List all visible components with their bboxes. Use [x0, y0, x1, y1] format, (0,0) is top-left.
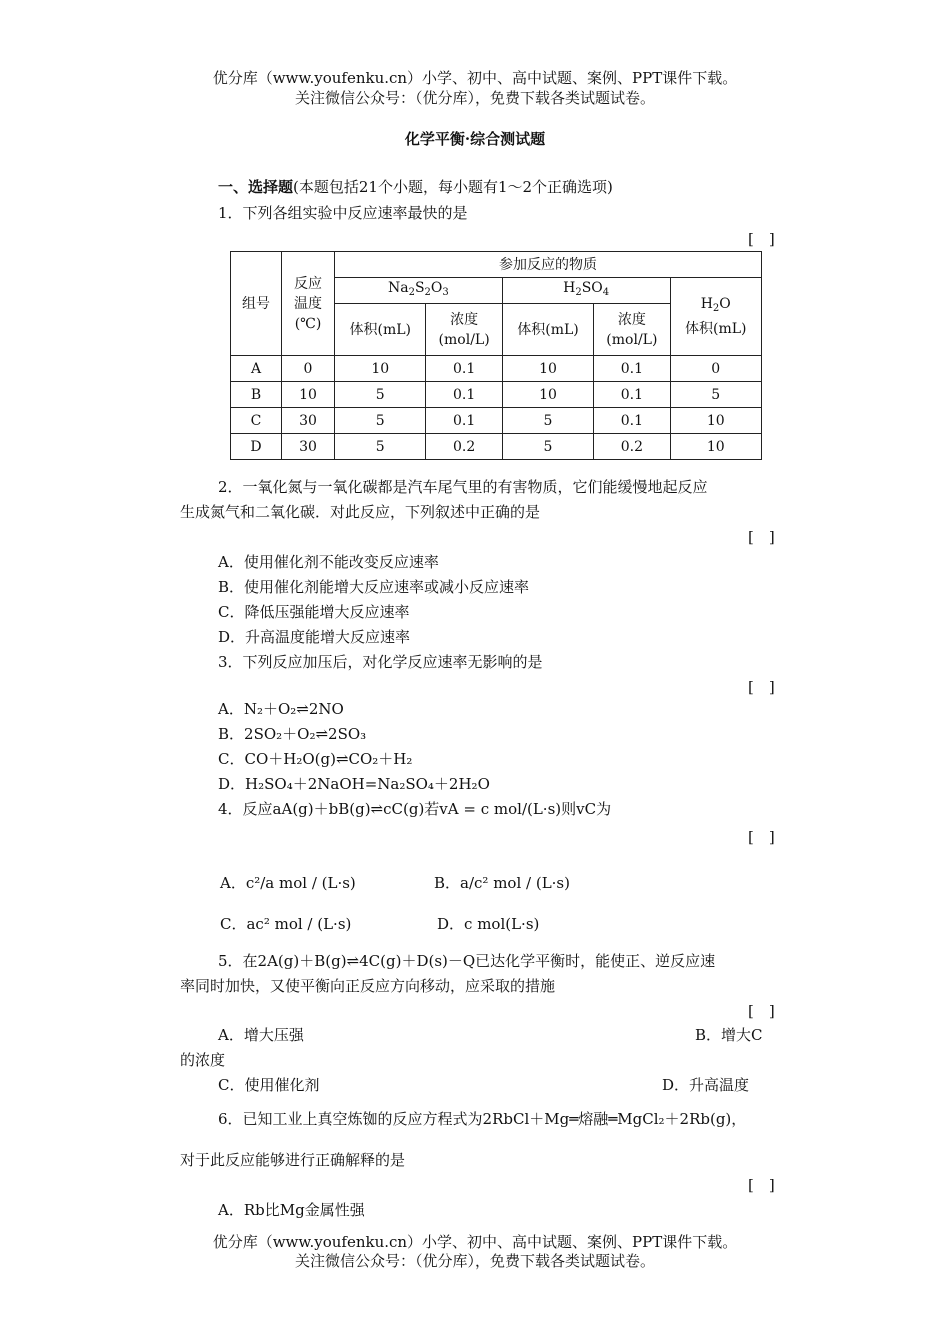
footer-line-2: 关注微信公众号：（优分库），免费下载各类试题试卷。: [294, 1252, 655, 1270]
q5-option-b-cont: 的浓度: [180, 1051, 226, 1069]
q3-bracket: [ ]: [748, 678, 775, 696]
q2-line-1: 2．一氧化氮与一氧化碳都是汽车尾气里的有害物质，它们能缓慢地起反应: [218, 478, 708, 496]
q4-option-b: B．a/c² mol / (L·s): [434, 874, 570, 892]
table-row: A 0 10 0.1 10 0.1 0: [231, 356, 762, 382]
q5-option-a: A．增大压强: [218, 1026, 304, 1044]
th-substances: 参加反应的物质: [335, 252, 762, 278]
th-na-conc: 浓度 (mol/L): [426, 304, 502, 356]
q2-line-2: 生成氮气和二氧化碳．对此反应，下列叙述中正确的是: [180, 503, 541, 521]
q3-option-a: A．N₂＋O₂⇌2NO: [218, 700, 344, 718]
q3-option-b: B．2SO₂＋O₂⇌2SO₃: [218, 725, 367, 743]
q5-line-1: 5．在2A(g)＋B(g)⇌4C(g)＋D(s)－Q已达化学平衡时，能使正、逆反应速: [218, 952, 716, 970]
q2-bracket: [ ]: [748, 528, 775, 546]
q5-bracket: [ ]: [748, 1002, 775, 1020]
q1-table: [230, 251, 762, 460]
th-h2so4: $H_2SO_4$: [502, 278, 670, 304]
section-heading: [218, 176, 613, 197]
th-water: $H_2O$ 体积(mL): [670, 278, 762, 356]
table-row: B 10 5 0.1 10 0.1 5: [231, 382, 762, 408]
q3-option-c: C．CO＋H₂O(g)⇌CO₂＋H₂: [218, 750, 413, 768]
q5-option-d: D．升高温度: [662, 1076, 750, 1094]
q1-text: 1．下列各组实验中反应速率最快的是: [218, 204, 468, 222]
q5-option-c: C．使用催化剂: [218, 1076, 320, 1094]
header-line-2: 关注微信公众号：（优分库），免费下载各类试题试卷。: [294, 89, 655, 107]
q5-option-b: B．增大C: [695, 1026, 763, 1044]
footer-line-1: 优分库（www.youfenku.cn）小学、初中、高中试题、案例、PPT课件下载。: [212, 1233, 738, 1251]
th-na2s2o3: $Na_2S_2O_3$: [335, 278, 503, 304]
th-group: 组号: [231, 252, 282, 356]
q2-option-b: B．使用催化剂能增大反应速率或减小反应速率: [218, 578, 530, 596]
q4-option-c: C．ac² mol / (L·s): [220, 915, 352, 933]
q4-option-a: A．c²/a mol / (L·s): [220, 874, 356, 892]
q2-option-a: A．使用催化剂不能改变反应速率: [218, 553, 439, 571]
table-row: C 30 5 0.1 5 0.1 10: [231, 408, 762, 434]
page-title: 化学平衡·综合测试题: [404, 130, 546, 148]
q1-bracket: [ ]: [748, 230, 775, 248]
q6-option-a: A．Rb比Mg金属性强: [218, 1201, 365, 1219]
q4-bracket: [ ]: [748, 828, 775, 846]
q2-option-c: C．降低压强能增大反应速率: [218, 603, 410, 621]
q4-option-d: D．c mol(L·s): [437, 915, 540, 933]
section-note: (本题包括21个小题，每小题有1～2个正确选项): [293, 178, 613, 196]
q6-bracket: [ ]: [748, 1176, 775, 1194]
q6-text: 6．已知工业上真空炼铷的反应方程式为2RbCl＋Mg═熔融═MgCl₂＋2Rb(g)，: [218, 1110, 747, 1128]
q2-option-d: D．升高温度能增大反应速率: [218, 628, 411, 646]
section-label: 一、选择题: [218, 178, 294, 196]
q3-option-d: D．H₂SO₄＋2NaOH=Na₂SO₄＋2H₂O: [218, 775, 490, 793]
th-temp: 反应 温度 (℃): [282, 252, 335, 356]
q5-line-2: 率同时加快，又使平衡向正反应方向移动，应采取的措施: [180, 977, 556, 995]
q6-line-2: 对于此反应能够进行正确解释的是: [180, 1151, 406, 1169]
th-h-conc: 浓度 (mol/L): [594, 304, 670, 356]
q3-text: 3．下列反应加压后，对化学反应速率无影响的是: [218, 653, 543, 671]
q4-text: 4．反应aA(g)＋bB(g)⇌cC(g)若vA = c mol/(L·s)则vC为: [218, 800, 612, 818]
th-h-vol: 体积(mL): [502, 304, 593, 356]
table-row: D 30 5 0.2 5 0.2 10: [231, 434, 762, 460]
th-na-vol: 体积(mL): [335, 304, 426, 356]
header-line-1: 优分库（www.youfenku.cn）小学、初中、高中试题、案例、PPT课件下载。: [212, 69, 738, 87]
